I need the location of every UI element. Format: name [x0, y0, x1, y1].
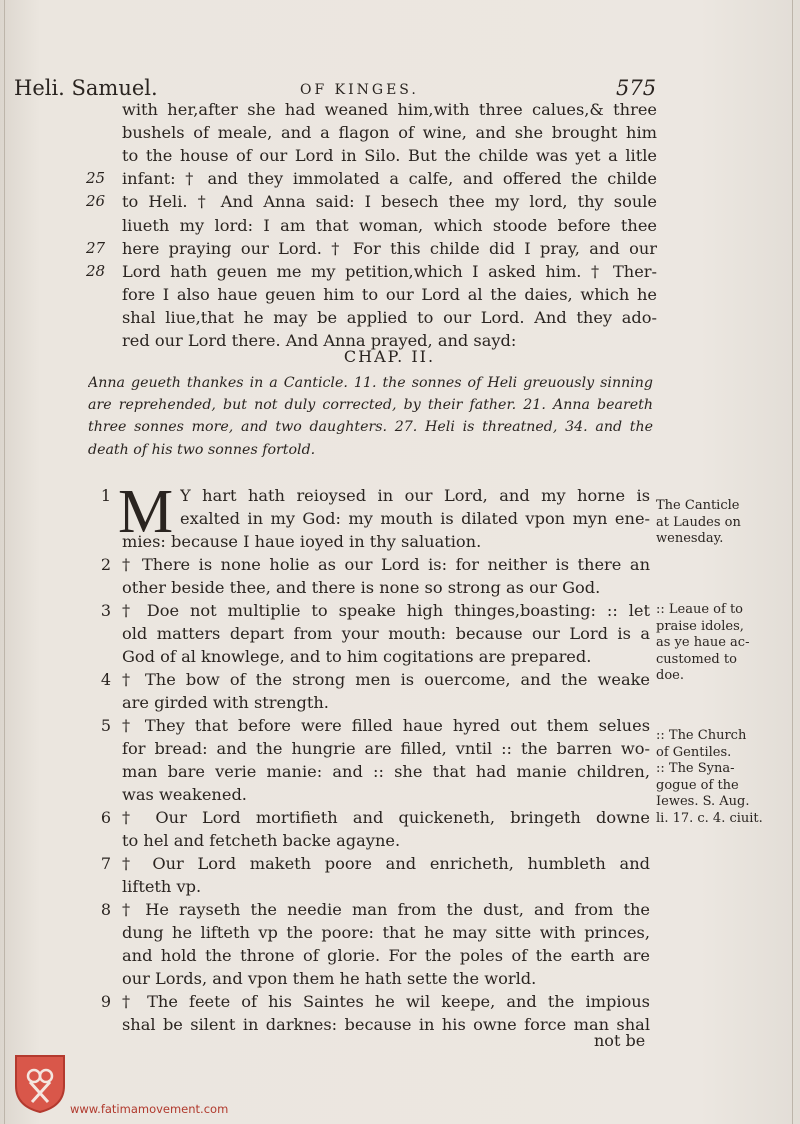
margin-note — [656, 728, 774, 827]
margin-note-line: of Gentiles. — [656, 744, 732, 760]
text-line: shal liue,that he may be applied to our Lord. And they ado- — [122, 307, 657, 327]
verse-number: 28 — [86, 261, 106, 280]
margin-note-line: praise idoles, — [656, 618, 744, 634]
verse-number: 5 — [100, 716, 112, 735]
website-link[interactable]: www.fatimamovement.com — [70, 1102, 229, 1116]
text-line: to Heli. † And Anna said: I besech thee my lord, thy soule — [122, 192, 657, 212]
margin-note-line: doe. — [656, 668, 684, 683]
page-number: 575 — [616, 76, 657, 100]
text-line: bushels of meale, and a flagon of wine, and she brought him — [122, 123, 657, 143]
verse-line: to hel and fetcheth backe agayne. — [122, 831, 401, 850]
argument-line: three sonnes more, and two daughters. 27. Heli is threatned, 34. and the — [88, 419, 653, 436]
papal-seal-icon — [12, 1052, 68, 1114]
verse-line: are girded with strength. — [122, 693, 329, 712]
verse-number: 3 — [100, 601, 112, 620]
verse-number: 26 — [86, 192, 106, 211]
verse-line: other beside thee, and there is none so strong as our God. — [122, 578, 601, 597]
text-line: Lord hath geuen me my petition,which I asked him. † Ther- — [122, 261, 657, 281]
margin-note-line: gogue of the — [656, 777, 739, 793]
verse-line: our Lords, and vpon them he hath sette the world. — [122, 969, 537, 988]
verse-line: shal be silent in darknes: because in his owne force man shal — [122, 1015, 650, 1034]
verse-line: † They that before were filled haue hyred out them selues — [122, 716, 650, 735]
margin-note-line: customed to — [656, 651, 737, 667]
text-line: here praying our Lord. † For this childe did I pray, and our — [122, 238, 657, 258]
margin-note-line: li. 17. c. 4. ciuit. — [656, 810, 763, 826]
verse-line: and hold the throne of glorie. For the poles of the earth are — [122, 946, 650, 965]
verse-line: God of al knowlege, and to him cogitations are prepared. — [122, 647, 592, 666]
verse-line: † The feete of his Saintes he wil keepe, and the impious — [122, 992, 650, 1011]
margin-note-line: wenesday. — [656, 531, 724, 546]
verse-number: 7 — [100, 854, 112, 873]
drop-capital: M — [118, 478, 174, 546]
verse-line: man bare verie manie: and :: she that had manie children, — [122, 762, 650, 781]
margin-note-line: :: The Syna- — [656, 761, 735, 776]
verse-number: 6 — [100, 808, 112, 827]
page-edge-rule — [792, 0, 793, 1124]
page-edge-rule — [4, 0, 5, 1124]
verse-line: † Our Lord maketh poore and enricheth, humbleth and — [122, 854, 650, 873]
verse-line: for bread: and the hungrie are filled, vntil :: the barren wo- — [122, 739, 650, 758]
verse-line: dung he lifteth vp the poore: that he may sitte with princes, — [122, 923, 650, 942]
margin-note-line: The Canticle — [656, 498, 740, 513]
text-line: with her,after she had weaned him,with three calues,& three — [122, 100, 657, 119]
verse-number: 25 — [86, 169, 106, 188]
verse-line: † Our Lord mortifieth and quickeneth, bringeth downe — [122, 808, 650, 827]
margin-note-line: as ye haue ac- — [656, 635, 750, 650]
verse-line: lifteth vp. — [122, 877, 202, 896]
text-line: to the house of our Lord in Silo. But the childe was yet a litle — [122, 146, 657, 166]
catchword: not be — [594, 1031, 646, 1050]
margin-note — [656, 602, 774, 685]
verse-number: 2 — [100, 555, 112, 574]
margin-note-line: :: Leaue of to — [656, 602, 743, 617]
verse-number: 1 — [100, 486, 112, 505]
verse-line: exalted in my God: my mouth is dilated vpon myn ene- — [180, 509, 650, 528]
verse-line: was weakened. — [122, 785, 247, 804]
verse-line: † There is none holie as our Lord is: for neither is there an — [122, 555, 650, 574]
text-line: red our Lord there. And Anna prayed, and sayd: — [122, 331, 517, 350]
verse-number: 8 — [100, 900, 112, 919]
verse-line: † The bow of the strong men is ouercome, and the weake — [122, 670, 650, 689]
margin-note-line: :: The Church — [656, 728, 747, 743]
text-line: infant: † and they immolated a calfe, and offered the childe — [122, 169, 657, 189]
margin-note — [656, 498, 774, 548]
argument-line: are reprehended, but not duly corrected, by their father. 21. Anna beareth — [88, 397, 653, 414]
argument-line: Anna geueth thankes in a Canticle. 11. the sonnes of Heli greuously sinning — [88, 375, 653, 391]
running-head-left: Heli. Samuel. — [14, 76, 158, 100]
verse-number: 9 — [100, 992, 112, 1011]
verse-line: † He rayseth the needie man from the dust, and from the — [122, 900, 650, 919]
text-line: liueth my lord: I am that woman, which stoode before thee — [122, 215, 657, 235]
verse-line: old matters depart from your mouth: because our Lord is a — [122, 624, 650, 643]
running-head-title: OF KINGES. — [300, 82, 419, 98]
verse-line: † Doe not multiplie to speake high thinges,boasting: :: let — [122, 601, 650, 620]
verse-line: Y hart hath reioysed in our Lord, and my horne is — [180, 486, 650, 505]
chapter-heading: CHAP. II. — [343, 347, 436, 366]
verse-number: 27 — [86, 238, 106, 257]
margin-note-line: at Laudes on — [656, 514, 741, 530]
verse-line: mies: because I haue ioyed in thy saluation. — [122, 532, 482, 551]
argument-line: death of his two sonnes fortold. — [88, 441, 316, 458]
text-line: fore I also haue geuen him to our Lord al the daies, which he — [122, 284, 657, 304]
verse-number: 4 — [100, 670, 112, 689]
margin-note-line: Iewes. S. Aug. — [656, 794, 750, 809]
